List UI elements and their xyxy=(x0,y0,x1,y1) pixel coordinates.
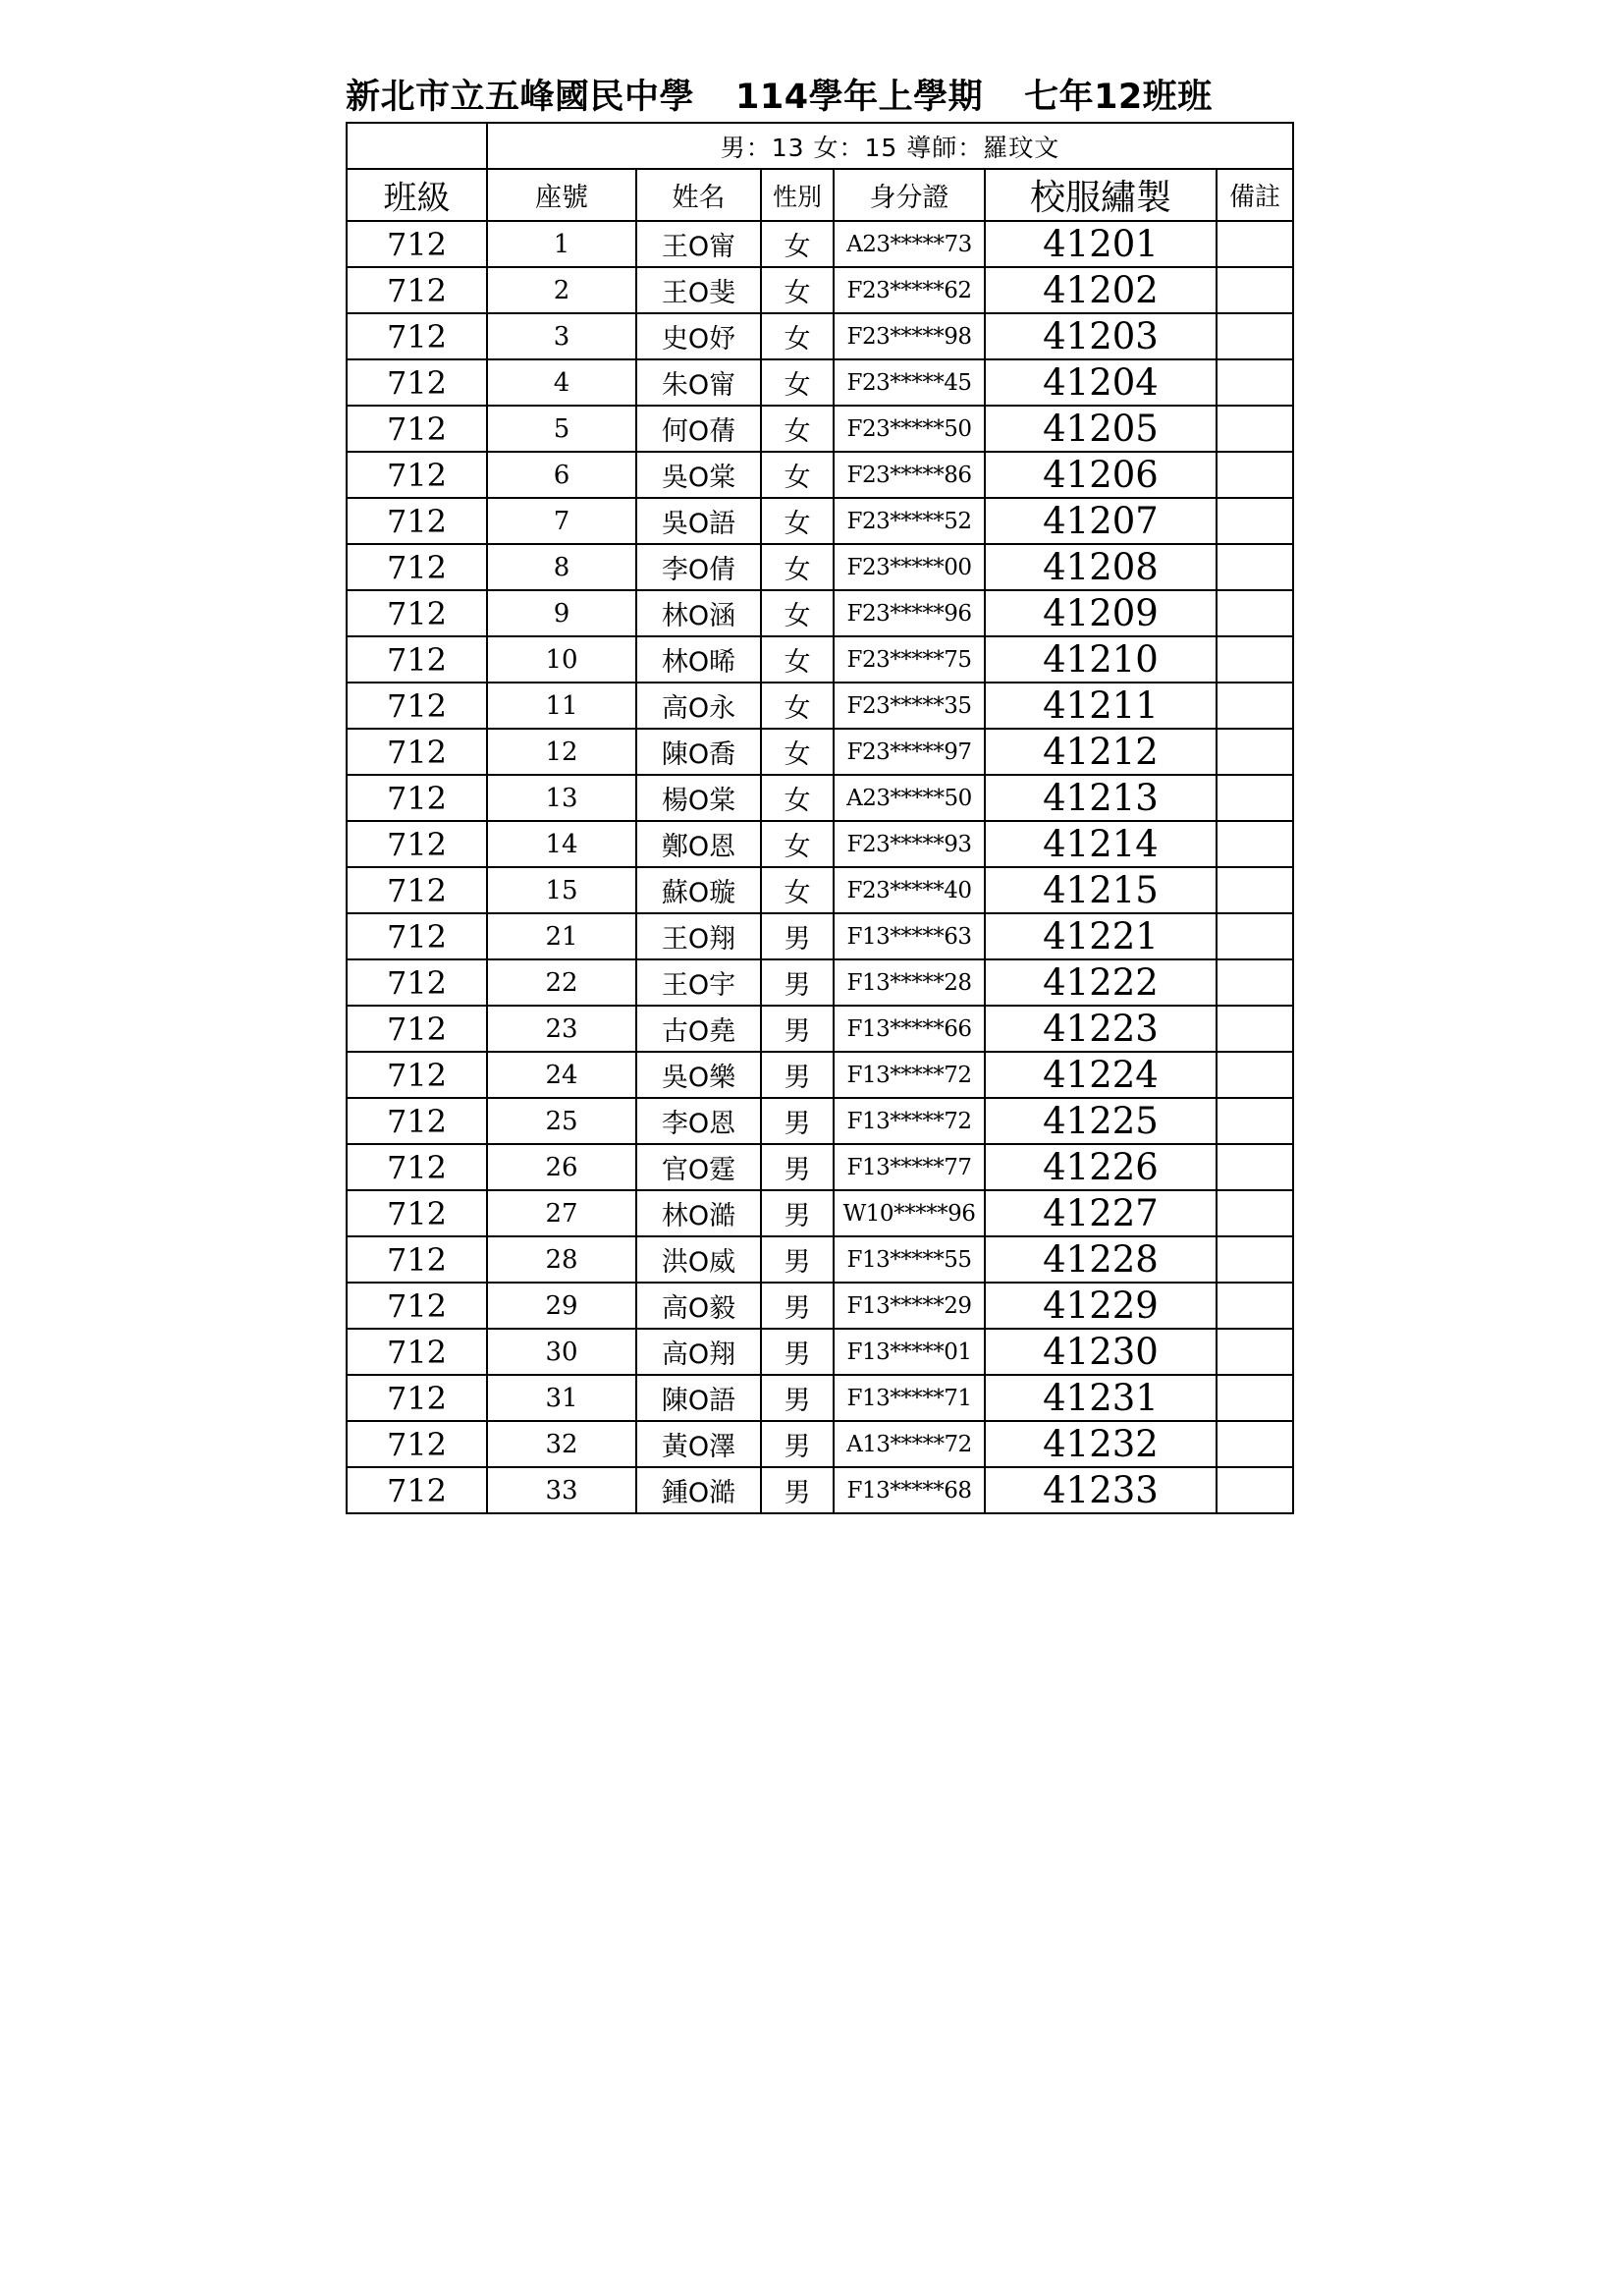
cell-seat: 6 xyxy=(487,452,636,498)
cell-embroidery: 41206 xyxy=(985,452,1217,498)
cell-note xyxy=(1217,498,1293,544)
table-row xyxy=(347,959,1293,1006)
cell-seat: 23 xyxy=(487,1006,636,1052)
table-row xyxy=(347,1467,1293,1513)
cell-name: 高O毅 xyxy=(636,1283,761,1329)
cell-note xyxy=(1217,1329,1293,1375)
cell-id: F23*****35 xyxy=(834,683,985,729)
cell-id: F23*****97 xyxy=(834,729,985,775)
header-seat: 座號 xyxy=(487,169,636,221)
cell-class: 712 xyxy=(347,590,487,636)
cell-gender: 女 xyxy=(761,498,834,544)
cell-note xyxy=(1217,221,1293,267)
cell-class: 712 xyxy=(347,1375,487,1421)
cell-seat: 21 xyxy=(487,913,636,959)
cell-embroidery: 41207 xyxy=(985,498,1217,544)
cell-seat: 31 xyxy=(487,1375,636,1421)
cell-name: 朱O甯 xyxy=(636,359,761,406)
table-row xyxy=(347,406,1293,452)
table-row xyxy=(347,359,1293,406)
cell-name: 鍾O澔 xyxy=(636,1467,761,1513)
cell-note xyxy=(1217,406,1293,452)
cell-gender: 女 xyxy=(761,221,834,267)
table-row xyxy=(347,636,1293,683)
cell-seat: 27 xyxy=(487,1190,636,1236)
cell-seat: 14 xyxy=(487,821,636,867)
cell-embroidery: 41229 xyxy=(985,1283,1217,1329)
header-id: 身分證 xyxy=(834,169,985,221)
cell-id: F23*****86 xyxy=(834,452,985,498)
cell-embroidery: 41231 xyxy=(985,1375,1217,1421)
cell-class: 712 xyxy=(347,729,487,775)
cell-embroidery: 41212 xyxy=(985,729,1217,775)
cell-class: 712 xyxy=(347,913,487,959)
cell-name: 陳O語 xyxy=(636,1375,761,1421)
cell-gender: 女 xyxy=(761,267,834,313)
cell-id: F23*****96 xyxy=(834,590,985,636)
cell-embroidery: 41202 xyxy=(985,267,1217,313)
summary-blank-cell xyxy=(347,123,487,169)
cell-note xyxy=(1217,1098,1293,1144)
table-row xyxy=(347,1421,1293,1467)
cell-id: F13*****66 xyxy=(834,1006,985,1052)
table-row xyxy=(347,1236,1293,1283)
table-row xyxy=(347,452,1293,498)
cell-class: 712 xyxy=(347,359,487,406)
cell-embroidery: 41211 xyxy=(985,683,1217,729)
cell-class: 712 xyxy=(347,1283,487,1329)
cell-note xyxy=(1217,729,1293,775)
cell-embroidery: 41203 xyxy=(985,313,1217,359)
cell-gender: 男 xyxy=(761,1052,834,1098)
header-embroidery: 校服繡製 xyxy=(985,169,1217,221)
cell-gender: 男 xyxy=(761,913,834,959)
table-row xyxy=(347,683,1293,729)
cell-seat: 15 xyxy=(487,867,636,913)
cell-note xyxy=(1217,1006,1293,1052)
student-roster-table xyxy=(346,122,1294,1514)
cell-name: 李O恩 xyxy=(636,1098,761,1144)
school-name: 新北市立五峰國民中學 xyxy=(346,78,695,117)
cell-id: A23*****73 xyxy=(834,221,985,267)
cell-name: 古O堯 xyxy=(636,1006,761,1052)
cell-class: 712 xyxy=(347,1052,487,1098)
table-row xyxy=(347,590,1293,636)
cell-class: 712 xyxy=(347,867,487,913)
cell-embroidery: 41215 xyxy=(985,867,1217,913)
cell-class: 712 xyxy=(347,1006,487,1052)
cell-seat: 5 xyxy=(487,406,636,452)
cell-class: 712 xyxy=(347,959,487,1006)
cell-seat: 4 xyxy=(487,359,636,406)
cell-name: 林O澔 xyxy=(636,1190,761,1236)
cell-id: F13*****77 xyxy=(834,1144,985,1190)
cell-seat: 3 xyxy=(487,313,636,359)
cell-class: 712 xyxy=(347,821,487,867)
table-row xyxy=(347,544,1293,590)
cell-name: 黃O澤 xyxy=(636,1421,761,1467)
table-row xyxy=(347,1375,1293,1421)
table-row xyxy=(347,221,1293,267)
cell-id: F23*****52 xyxy=(834,498,985,544)
cell-id: A23*****50 xyxy=(834,775,985,821)
cell-gender: 男 xyxy=(761,1467,834,1513)
cell-seat: 26 xyxy=(487,1144,636,1190)
cell-name: 高O永 xyxy=(636,683,761,729)
cell-note xyxy=(1217,1144,1293,1190)
cell-gender: 男 xyxy=(761,1283,834,1329)
table-row xyxy=(347,1006,1293,1052)
cell-seat: 8 xyxy=(487,544,636,590)
cell-name: 高O翔 xyxy=(636,1329,761,1375)
cell-note xyxy=(1217,959,1293,1006)
cell-id: F23*****40 xyxy=(834,867,985,913)
cell-embroidery: 41228 xyxy=(985,1236,1217,1283)
cell-class: 712 xyxy=(347,1467,487,1513)
cell-name: 蘇O璇 xyxy=(636,867,761,913)
cell-class: 712 xyxy=(347,406,487,452)
cell-gender: 男 xyxy=(761,1236,834,1283)
table-row xyxy=(347,267,1293,313)
cell-seat: 10 xyxy=(487,636,636,683)
summary-row xyxy=(347,123,1293,169)
cell-gender: 男 xyxy=(761,1190,834,1236)
table-row xyxy=(347,913,1293,959)
cell-note xyxy=(1217,313,1293,359)
cell-id: F13*****29 xyxy=(834,1283,985,1329)
cell-id: F13*****71 xyxy=(834,1375,985,1421)
cell-gender: 男 xyxy=(761,959,834,1006)
cell-class: 712 xyxy=(347,267,487,313)
cell-gender: 女 xyxy=(761,683,834,729)
cell-gender: 女 xyxy=(761,452,834,498)
header-note: 備註 xyxy=(1217,169,1293,221)
cell-name: 鄭O恩 xyxy=(636,821,761,867)
table-row xyxy=(347,1283,1293,1329)
cell-id: F23*****62 xyxy=(834,267,985,313)
cell-id: A13*****72 xyxy=(834,1421,985,1467)
cell-note xyxy=(1217,359,1293,406)
cell-name: 何O蒨 xyxy=(636,406,761,452)
table-row xyxy=(347,1329,1293,1375)
cell-class: 712 xyxy=(347,1236,487,1283)
cell-seat: 9 xyxy=(487,590,636,636)
cell-class: 712 xyxy=(347,544,487,590)
cell-class: 712 xyxy=(347,221,487,267)
cell-seat: 2 xyxy=(487,267,636,313)
cell-embroidery: 41209 xyxy=(985,590,1217,636)
cell-embroidery: 41205 xyxy=(985,406,1217,452)
cell-name: 吳O語 xyxy=(636,498,761,544)
cell-embroidery: 41201 xyxy=(985,221,1217,267)
cell-id: F13*****68 xyxy=(834,1467,985,1513)
cell-embroidery: 41232 xyxy=(985,1421,1217,1467)
cell-gender: 男 xyxy=(761,1375,834,1421)
header-gender: 性別 xyxy=(761,169,834,221)
cell-gender: 女 xyxy=(761,729,834,775)
cell-id: F23*****75 xyxy=(834,636,985,683)
table-row xyxy=(347,498,1293,544)
cell-id: W10*****96 xyxy=(834,1190,985,1236)
cell-id: F23*****45 xyxy=(834,359,985,406)
cell-name: 陳O喬 xyxy=(636,729,761,775)
cell-name: 王O斐 xyxy=(636,267,761,313)
table-row xyxy=(347,1052,1293,1098)
cell-seat: 24 xyxy=(487,1052,636,1098)
cell-class: 712 xyxy=(347,636,487,683)
cell-seat: 7 xyxy=(487,498,636,544)
cell-seat: 22 xyxy=(487,959,636,1006)
cell-note xyxy=(1217,1467,1293,1513)
cell-gender: 女 xyxy=(761,867,834,913)
header-class: 班級 xyxy=(347,169,487,221)
cell-note xyxy=(1217,867,1293,913)
header-row xyxy=(347,169,1293,221)
cell-note xyxy=(1217,544,1293,590)
table-row xyxy=(347,821,1293,867)
cell-class: 712 xyxy=(347,1098,487,1144)
cell-gender: 男 xyxy=(761,1098,834,1144)
cell-embroidery: 41223 xyxy=(985,1006,1217,1052)
table-row xyxy=(347,867,1293,913)
cell-gender: 男 xyxy=(761,1006,834,1052)
cell-gender: 女 xyxy=(761,544,834,590)
cell-name: 官O霆 xyxy=(636,1144,761,1190)
cell-class: 712 xyxy=(347,775,487,821)
cell-embroidery: 41222 xyxy=(985,959,1217,1006)
table-row xyxy=(347,729,1293,775)
cell-seat: 29 xyxy=(487,1283,636,1329)
cell-note xyxy=(1217,1052,1293,1098)
cell-gender: 女 xyxy=(761,821,834,867)
cell-name: 李O倩 xyxy=(636,544,761,590)
cell-note xyxy=(1217,267,1293,313)
cell-note xyxy=(1217,1421,1293,1467)
table-row xyxy=(347,1144,1293,1190)
cell-embroidery: 41226 xyxy=(985,1144,1217,1190)
cell-name: 林O涵 xyxy=(636,590,761,636)
table-row xyxy=(347,775,1293,821)
cell-embroidery: 41208 xyxy=(985,544,1217,590)
cell-name: 吳O棠 xyxy=(636,452,761,498)
cell-embroidery: 41221 xyxy=(985,913,1217,959)
cell-class: 712 xyxy=(347,1144,487,1190)
table-row xyxy=(347,313,1293,359)
cell-embroidery: 41225 xyxy=(985,1098,1217,1144)
cell-id: F13*****01 xyxy=(834,1329,985,1375)
cell-class: 712 xyxy=(347,683,487,729)
cell-id: F13*****28 xyxy=(834,959,985,1006)
cell-embroidery: 41227 xyxy=(985,1190,1217,1236)
cell-embroidery: 41210 xyxy=(985,636,1217,683)
cell-id: F13*****55 xyxy=(834,1236,985,1283)
cell-id: F13*****72 xyxy=(834,1052,985,1098)
cell-id: F23*****98 xyxy=(834,313,985,359)
cell-note xyxy=(1217,1375,1293,1421)
cell-class: 712 xyxy=(347,1421,487,1467)
cell-embroidery: 41233 xyxy=(985,1467,1217,1513)
cell-gender: 女 xyxy=(761,636,834,683)
cell-note xyxy=(1217,775,1293,821)
cell-embroidery: 41224 xyxy=(985,1052,1217,1098)
cell-seat: 28 xyxy=(487,1236,636,1283)
table-row xyxy=(347,1190,1293,1236)
cell-id: F23*****00 xyxy=(834,544,985,590)
cell-note xyxy=(1217,821,1293,867)
class-summary: 男：13 女：15 導師：羅玟文 xyxy=(487,123,1293,169)
cell-gender: 女 xyxy=(761,590,834,636)
cell-name: 楊O棠 xyxy=(636,775,761,821)
cell-gender: 男 xyxy=(761,1329,834,1375)
cell-embroidery: 41230 xyxy=(985,1329,1217,1375)
cell-embroidery: 41214 xyxy=(985,821,1217,867)
cell-embroidery: 41213 xyxy=(985,775,1217,821)
cell-id: F13*****72 xyxy=(834,1098,985,1144)
cell-name: 王O翔 xyxy=(636,913,761,959)
class-name: 七年12班班 xyxy=(1024,78,1213,117)
cell-note xyxy=(1217,1190,1293,1236)
page-title xyxy=(346,73,1288,122)
cell-seat: 13 xyxy=(487,775,636,821)
cell-class: 712 xyxy=(347,452,487,498)
cell-name: 林O晞 xyxy=(636,636,761,683)
cell-name: 洪O威 xyxy=(636,1236,761,1283)
cell-note xyxy=(1217,590,1293,636)
cell-note xyxy=(1217,1283,1293,1329)
cell-name: 王O宇 xyxy=(636,959,761,1006)
cell-gender: 女 xyxy=(761,406,834,452)
cell-class: 712 xyxy=(347,498,487,544)
cell-seat: 25 xyxy=(487,1098,636,1144)
cell-seat: 30 xyxy=(487,1329,636,1375)
cell-note xyxy=(1217,636,1293,683)
cell-seat: 11 xyxy=(487,683,636,729)
cell-name: 吳O樂 xyxy=(636,1052,761,1098)
cell-seat: 32 xyxy=(487,1421,636,1467)
table-row xyxy=(347,1098,1293,1144)
cell-id: F23*****50 xyxy=(834,406,985,452)
cell-note xyxy=(1217,683,1293,729)
header-name: 姓名 xyxy=(636,169,761,221)
cell-seat: 1 xyxy=(487,221,636,267)
cell-id: F13*****63 xyxy=(834,913,985,959)
cell-note xyxy=(1217,1236,1293,1283)
cell-gender: 男 xyxy=(761,1421,834,1467)
cell-note xyxy=(1217,913,1293,959)
cell-name: 史O妤 xyxy=(636,313,761,359)
cell-class: 712 xyxy=(347,313,487,359)
cell-note xyxy=(1217,452,1293,498)
cell-gender: 女 xyxy=(761,775,834,821)
cell-gender: 女 xyxy=(761,313,834,359)
cell-class: 712 xyxy=(347,1329,487,1375)
cell-seat: 33 xyxy=(487,1467,636,1513)
term-label: 114學年上學期 xyxy=(735,78,984,117)
cell-gender: 女 xyxy=(761,359,834,406)
cell-id: F23*****93 xyxy=(834,821,985,867)
cell-gender: 男 xyxy=(761,1144,834,1190)
cell-class: 712 xyxy=(347,1190,487,1236)
cell-name: 王O甯 xyxy=(636,221,761,267)
cell-seat: 12 xyxy=(487,729,636,775)
cell-embroidery: 41204 xyxy=(985,359,1217,406)
